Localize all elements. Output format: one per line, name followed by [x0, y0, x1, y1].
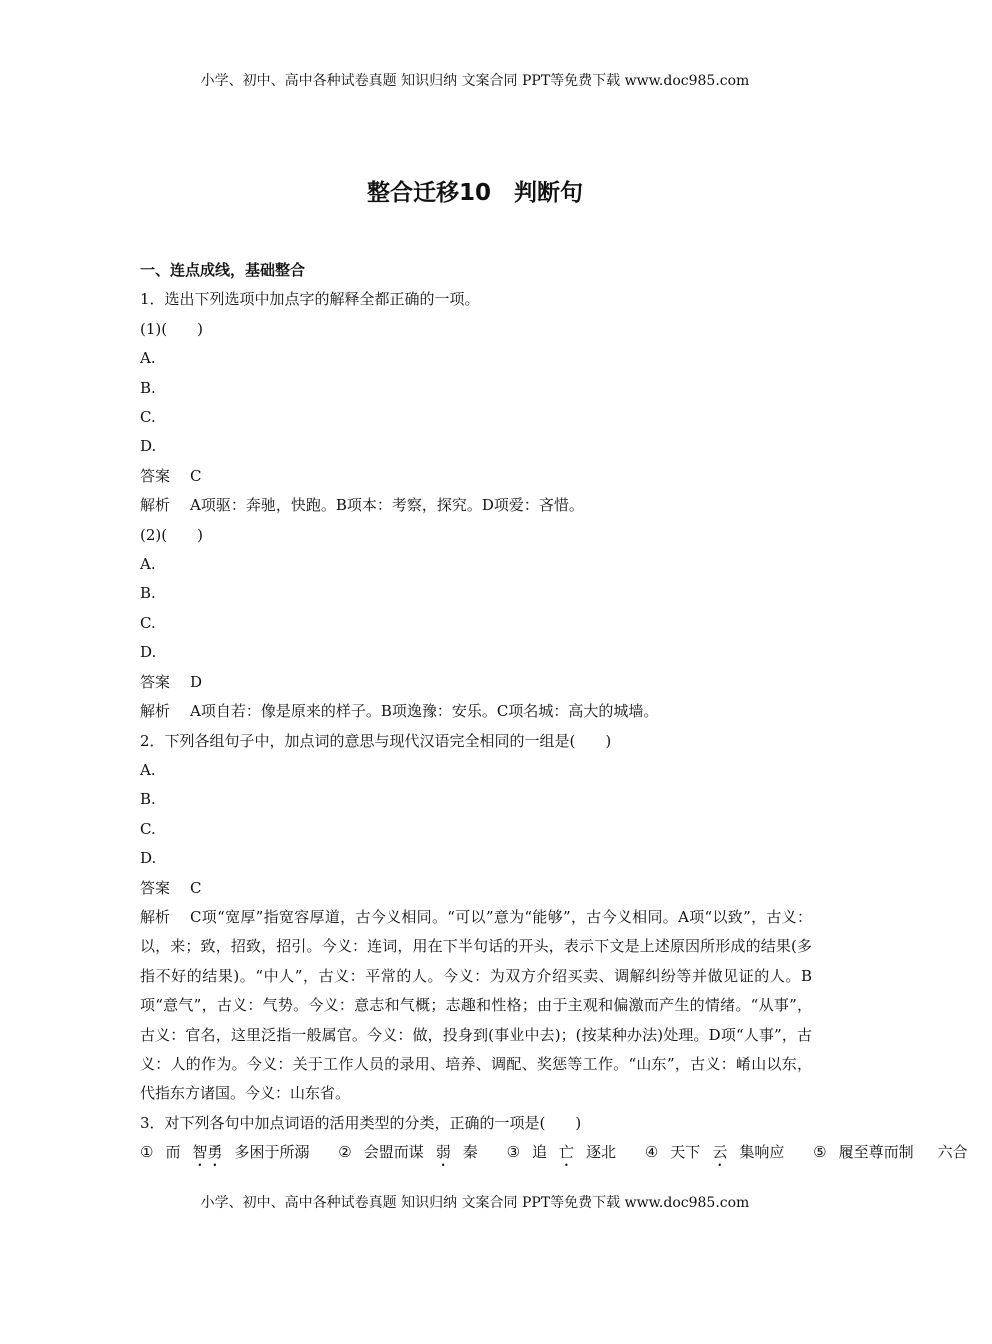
option-a: A. — [140, 760, 156, 779]
q3-item-1: ① 而 智勇 多困于所溺 — [140, 1143, 310, 1162]
option-a: A. — [140, 349, 156, 368]
option-b: B. — [140, 790, 156, 809]
answer-tag: 答案 — [140, 878, 171, 897]
option-b: B. — [140, 378, 156, 397]
analysis-paragraph — [140, 903, 812, 1109]
option-d: D. — [140, 643, 157, 662]
answer-row — [140, 462, 812, 491]
analysis-row — [140, 491, 812, 520]
question-1-1-label: (1)( ) — [140, 319, 203, 338]
dotted-word: 弱 — [435, 1143, 451, 1162]
option-b: B. — [140, 584, 156, 603]
question-3-items — [140, 1138, 968, 1170]
question-1-2-label: (2)( ) — [140, 525, 203, 544]
answer-value: D — [190, 672, 203, 691]
analysis-tag: 解析 — [140, 702, 171, 721]
question-3-stem: 3．对下列各句中加点词语的活用类型的分类，正确的一项是( ) — [140, 1113, 582, 1132]
analysis-tag: 解析 — [140, 907, 171, 926]
page-header: 小学、初中、高中各种试卷真题 知识归纳 文案合同 PPT等免费下载 www.doc985.com — [200, 73, 750, 89]
q3-item-4: ④ 天下 云 集响应 — [644, 1143, 785, 1162]
document-body — [140, 256, 968, 1170]
analysis-row — [140, 697, 812, 726]
answer-row — [140, 668, 812, 697]
section-heading: 一、连点成线，基础整合 — [140, 261, 306, 279]
answer-value: C — [190, 878, 202, 897]
dotted-word: 智勇 — [192, 1143, 223, 1162]
q3-item-3: ③ 追 亡 逐北 — [506, 1143, 617, 1162]
page-footer: 小学、初中、高中各种试卷真题 知识归纳 文案合同 PPT等免费下载 www.doc985.com — [200, 1195, 750, 1211]
q3-item-2: ② 会盟而谋 弱 秦 — [338, 1143, 478, 1162]
option-c: C. — [140, 819, 156, 838]
option-c: C. — [140, 408, 156, 427]
question-1-stem: 1．选出下列选项中加点字的解释全都正确的一项。 — [140, 290, 480, 309]
answer-tag: 答案 — [140, 466, 171, 485]
q3-item-5: ⑤ 履至尊而制 六合 — [813, 1143, 968, 1162]
analysis-text: C项“宽厚”指宽容厚道，古今义相同。“可以”意为“能够”，古今义相同。A项“以致”，古义：以，来；致，招致，招引。今义：连词，用在下半句话的开头，表示下文是上述原因所形成的结果(多指不好的结果)。“中人”，古义：平常的人。今义：为双方介绍买卖、调解纠纷等并做见证的人。B项“意气”，古义：气势。今义：意志和气概；志趣和性格；由于主观和偏激而产生的情绪。“从事”，古义：官名，这里泛指一般属官。今义：做，投身到(事业中去)；(按某种办法)处理。D项“人事”，古义：人的作为。今义：关于工作人员的录用、培养、调配、奖惩等工作。“山东”，古义：崤山以东，代指东方诸国。今义：山东省。 — [140, 907, 812, 1103]
analysis-text: A项自若：像是原来的样子。B项逸豫：安乐。C项名城：高大的城墙。 — [190, 702, 659, 721]
option-d: D. — [140, 849, 157, 868]
option-a: A. — [140, 555, 156, 574]
answer-tag: 答案 — [140, 672, 171, 691]
option-c: C. — [140, 613, 156, 632]
dotted-word: 云 — [712, 1143, 728, 1162]
dotted-word: 亡 — [559, 1143, 575, 1162]
answer-value: C — [190, 466, 202, 485]
analysis-text: A项驱：奔驰，快跑。B项本：考察，探究。D项爱：吝惜。 — [190, 496, 584, 515]
option-d: D. — [140, 437, 157, 456]
page-title: 整合迁移10 判断句 — [366, 180, 583, 206]
question-2-stem: 2．下列各组句子中，加点词的意思与现代汉语完全相同的一组是( ) — [140, 731, 612, 750]
answer-row — [140, 874, 812, 903]
analysis-tag: 解析 — [140, 496, 171, 515]
